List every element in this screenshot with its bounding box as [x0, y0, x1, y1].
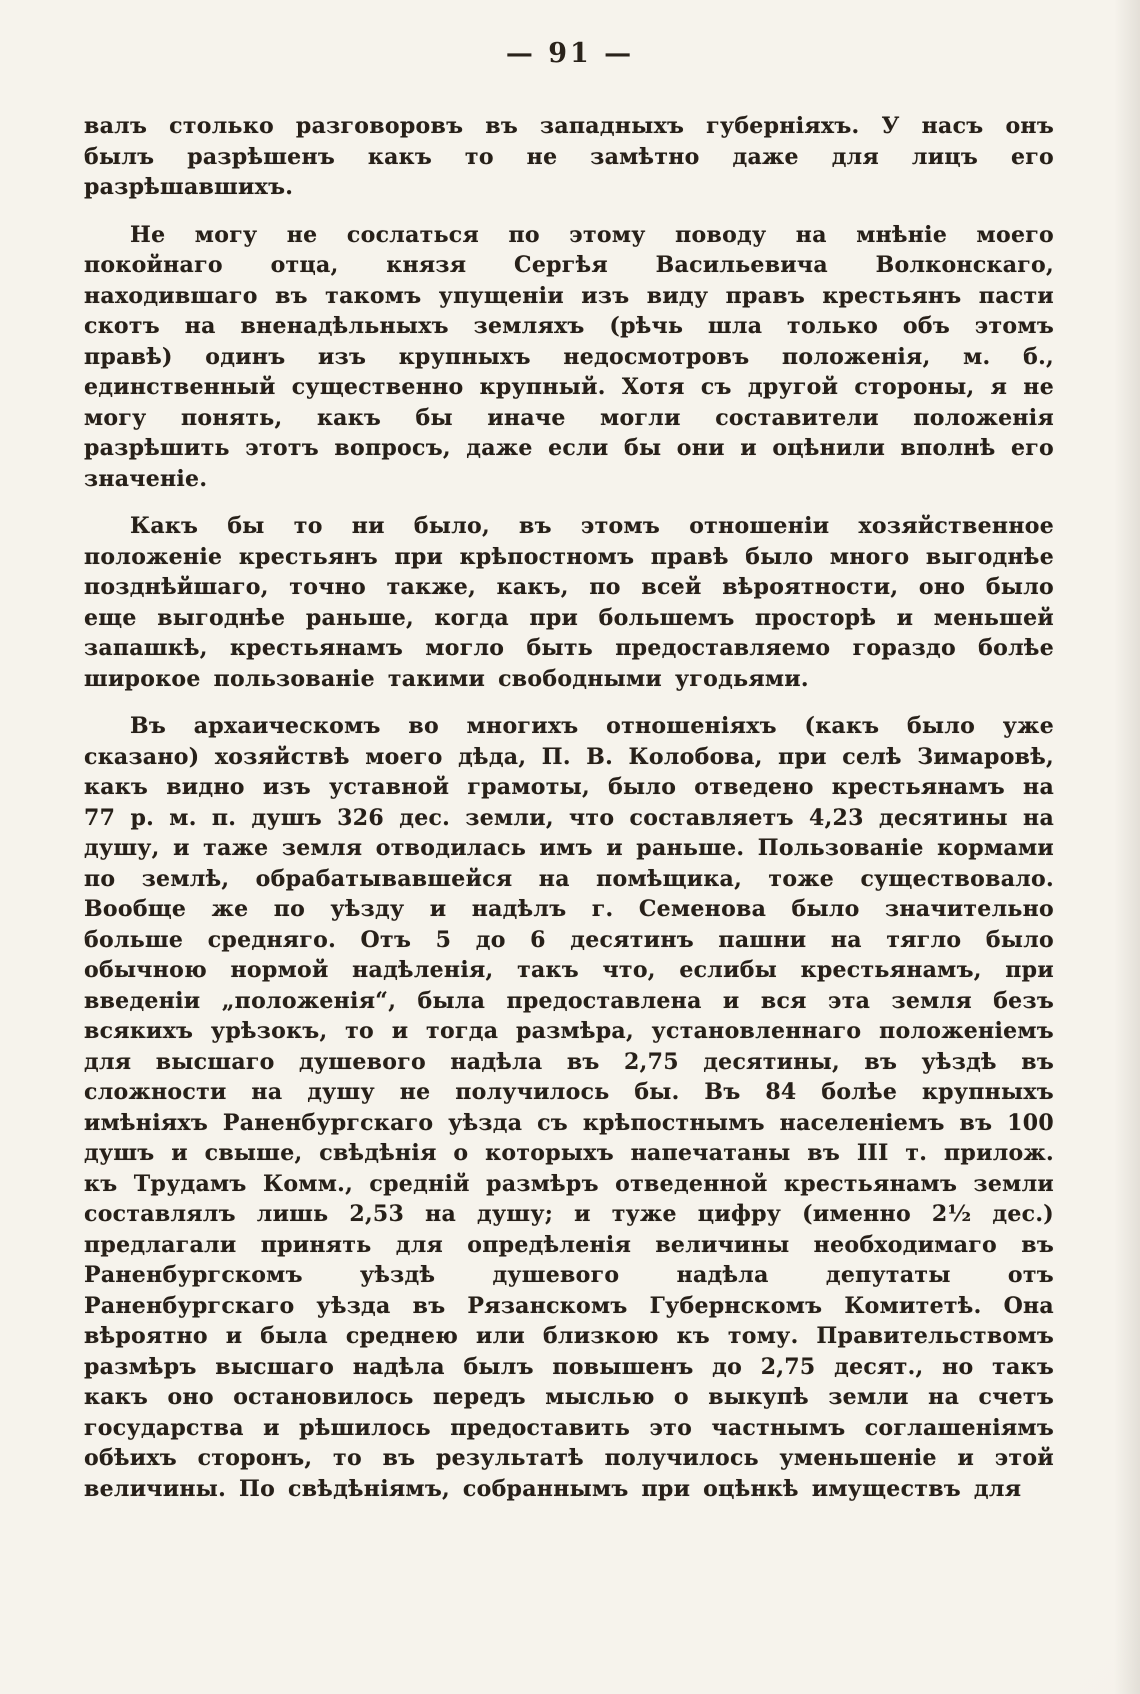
paragraph-4: Въ архаическомъ во многихъ отношеніяхъ (какъ было уже сказано) хозяйствѣ моего дѣда, П. В. Колобова, при селѣ Зимаровѣ, какъ видно изъ уставной грамоты, было отведено крестьянамъ на 77 р. м. п. душъ 326 дес. земли, что составляетъ 4,23 десятины на душу, и таже земля отводилась имъ и раньше. Пользованіе кормами по землѣ, обрабатывавшейся на помѣщика, тоже существовало. Вообще же по уѣзду и надѣлъ г. Семенова было значительно больше средняго. Отъ 5 до 6 десятинъ пашни на тягло было обычною нормой надѣленія, такъ что, еслибы крестьянамъ, при введеніи „положенія“, была предоставлена и вся эта земля безъ всякихъ урѣзокъ, то и тогда размѣра, установленнаго положеніемъ для высшаго душевого надѣла въ 2,75 десятины, въ уѣздѣ въ сложности на душу не получилось бы. Въ 84 болѣе крупныхъ имѣніяхъ Раненбургскаго уѣзда съ крѣпостнымъ населеніемъ въ 100 душъ и свыше, свѣдѣнія о которыхъ напечатаны въ III т. прилож. къ Трудамъ Комм., средній размѣръ отведенной крестьянамъ земли составлялъ лишь 2,53 на душу; и туже цифру (именно 2¹⁄₂ дес.) предлагали принять для опредѣленія величины необходимаго въ Раненбургскомъ уѣздѣ душевого надѣла депутаты отъ Раненбургскаго уѣзда въ Рязанскомъ Губернскомъ Комитетѣ. Она вѣроятно и была среднею или близкою къ тому. Правительствомъ размѣръ высшаго надѣла былъ повышенъ до 2,75 десят., но такъ какъ оно остановилось передъ мыслью о выкупѣ земли на счетъ государства и рѣшилось предоставить это частнымъ соглашеніямъ обѣихъ сторонъ, то въ результатѣ получилось уменьшеніе и этой величины. По свѣдѣніямъ, собраннымъ при оцѣнкѣ имуществъ для [84, 713, 1054, 1502]
page-number: — 91 — [505, 38, 635, 69]
page-text [84, 111, 1054, 1504]
paragraph-continuation: валъ столько разговоровъ въ западныхъ губерніяхъ. У насъ онъ былъ разрѣшенъ какъ то не замѣтно даже для лицъ его разрѣшавшихъ. [84, 113, 1054, 200]
paragraph-2: Не могу не сослаться по этому поводу на мнѣніе моего покойнаго отца, князя Сергѣя Васильевича Волконскаго, находившаго въ такомъ упущеніи изъ виду правъ крестьянъ пасти скотъ на вненадѣльныхъ земляхъ (рѣчь шла только объ этомъ правѣ) одинъ изъ крупныхъ недосмотровъ положенія, м. б., единственный существенно крупный. Хотя съ другой стороны, я не могу понять, какъ бы иначе могли составители положенія разрѣшить этотъ вопросъ, даже если бы они и оцѣнили вполнѣ его значеніе. [84, 221, 1054, 492]
paragraph-3: Какъ бы то ни было, въ этомъ отношеніи хозяйственное положеніе крестьянъ при крѣпостномъ правѣ было много выгоднѣе позднѣйшаго, точно также, какъ, по всей вѣроятности, оно было еще выгоднѣе раньше, когда при большемъ просторѣ и меньшей запашкѣ, крестьянамъ могло быть предоставляемо гораздо болѣе широкое пользованіе такими свободными угодьями. [84, 513, 1054, 692]
